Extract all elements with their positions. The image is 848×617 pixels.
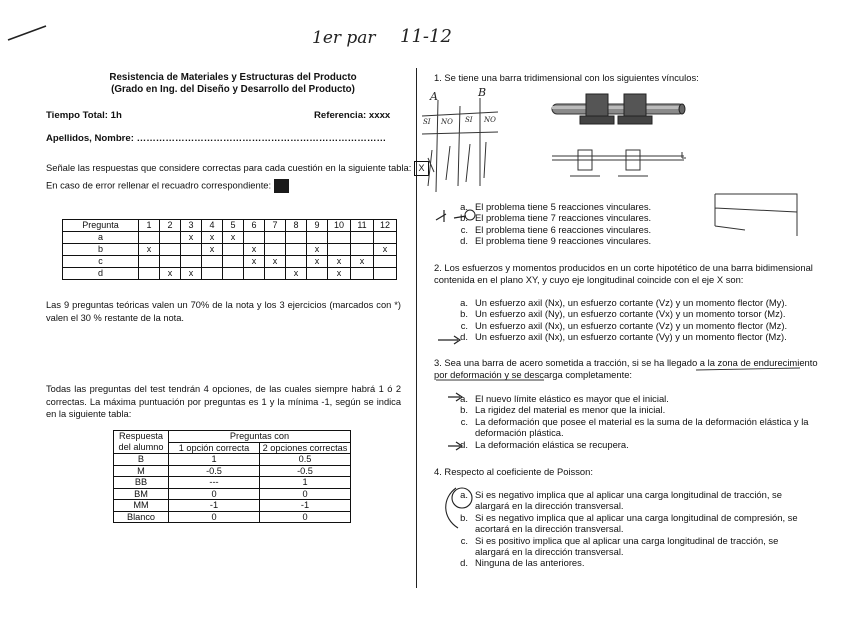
instructions-error-text: En caso de error rellenar el recuadro correspondiente: — [46, 179, 272, 191]
answer-cell[interactable]: x — [307, 244, 328, 256]
q2-option-d-text: Un esfuerzo axil (Nx), un esfuerzo cortante (Vy) y un momento flector (Mz). — [475, 331, 787, 343]
q2-option-a-text: Un esfuerzo axil (Nx), un esfuerzo cortante (Vz) y un momento flector (My). — [475, 297, 788, 308]
answer-cell[interactable]: x — [307, 256, 328, 268]
q4-option-a-text — [475, 489, 782, 512]
answer-cell[interactable] — [139, 268, 160, 280]
q2-option-d-letter: d. — [460, 331, 468, 343]
q3-option-d[interactable] — [450, 439, 809, 450]
handwritten-partial-label: 1er par — [312, 28, 376, 48]
total-time: Tiempo Total: 1h — [46, 110, 122, 121]
q4-option-b[interactable] — [450, 512, 798, 535]
answer-cell[interactable] — [307, 268, 328, 280]
question-3-stem-line1: 3. Sea una barra de acero sometida a tracción, si se ha llegado a la zona de endurecimiento — [434, 357, 818, 368]
answer-cell[interactable] — [139, 256, 160, 268]
q1-option-a-text: El problema tiene 5 reacciones vinculares. — [475, 201, 652, 212]
answer-cell[interactable] — [244, 268, 265, 280]
answer-question-number: 7 — [265, 220, 286, 232]
answer-cell[interactable]: x — [265, 256, 286, 268]
answer-cell[interactable] — [328, 232, 351, 244]
q3-option-c-letter: c. — [460, 415, 468, 427]
sketch-label-no2: NO — [484, 116, 496, 124]
q3-option-c-line2: deformación plástica. — [475, 427, 564, 439]
answer-cell[interactable]: x — [244, 244, 265, 256]
answer-cell[interactable]: x — [328, 256, 351, 268]
q4-option-c-line1: Si es positivo implica que al aplicar una carga longitudinal de tracción, se — [475, 534, 779, 546]
score-table-row — [114, 488, 351, 500]
score-value: 0.5 — [260, 454, 351, 466]
handwritten-underline-q3 — [434, 366, 804, 386]
answer-cell[interactable] — [265, 232, 286, 244]
answer-question-number: 5 — [223, 220, 244, 232]
q3-option-b-letter: b. — [460, 404, 468, 416]
answer-table-row — [63, 268, 397, 280]
q4-option-d[interactable] — [450, 557, 798, 568]
q2-option-b-text: Un esfuerzo axil (Ny), un esfuerzo cortante (Vx) y un momento torsor (Mz). — [475, 308, 786, 320]
q1-option-d-letter: d. — [460, 235, 468, 247]
sketch-label-b: B — [478, 86, 487, 99]
q2-option-d[interactable] — [450, 331, 787, 342]
answer-question-number: 2 — [160, 220, 181, 232]
pen-stroke-mark — [0, 18, 60, 48]
question-2-options — [450, 297, 787, 343]
answer-cell[interactable] — [160, 256, 181, 268]
q3-option-d-letter: d. — [460, 438, 468, 450]
instructions-mark-text: Señale las respuestas que considere correctas para cada cuestión en la siguiente tabla: — [46, 161, 412, 173]
answer-table-row — [63, 244, 397, 256]
answer-question-number: 4 — [202, 220, 223, 232]
answer-option-label: a — [63, 232, 139, 244]
answer-cell[interactable] — [160, 232, 181, 244]
score-group-header: Preguntas con — [169, 431, 351, 443]
answer-cell[interactable]: x — [374, 244, 397, 256]
question-1-options — [450, 201, 651, 247]
score-value: -0.5 — [169, 465, 260, 477]
q1-option-b-text: El problema tiene 7 reacciones vinculares. — [475, 212, 652, 224]
answer-cell[interactable]: x — [244, 256, 265, 268]
q3-option-b[interactable] — [450, 404, 809, 415]
q3-option-d-text: La deformación elástica se recupera. — [475, 438, 629, 450]
answer-option-label: b — [63, 244, 139, 256]
q2-option-a[interactable] — [450, 297, 787, 308]
answer-header-label: Pregunta — [63, 220, 139, 232]
answer-cell[interactable]: x — [202, 244, 223, 256]
score-value: 0 — [260, 488, 351, 500]
score-value: 0 — [260, 511, 351, 523]
question-2-stem-line1: 2. Los esfuerzos y momentos producidos en un corte hipotético de una barra bidimensional — [434, 262, 813, 273]
answer-cell[interactable] — [351, 232, 374, 244]
q1-option-c[interactable] — [450, 224, 651, 235]
q2-option-a-letter: a. — [460, 297, 468, 308]
weights-paragraph: Las 9 preguntas teóricas valen un 70% de la nota y los 3 ejercicios (marcados con *) valen el 30 % restante de la nota. — [46, 300, 401, 323]
answer-cell[interactable] — [223, 268, 244, 280]
score-sub-header-2: 2 opciones correctas — [260, 442, 351, 454]
question-1-stem: 1. Se tiene una barra tridimensional con los siguientes vínculos: — [434, 72, 699, 83]
question-4-options — [450, 489, 798, 569]
question-3-stem-line2: por deformación y se descarga completamente: — [434, 369, 633, 380]
answer-cell[interactable]: x — [181, 268, 202, 280]
score-answer-type: B — [114, 454, 169, 466]
q4-option-b-line2: acortará en la dirección transversal. — [475, 523, 624, 535]
q4-option-a-line2: alargará en la dirección transversal. — [475, 500, 624, 512]
handwritten-arrow-q1b — [432, 206, 478, 226]
score-table-row — [114, 465, 351, 477]
question-3-options — [450, 393, 809, 450]
q4-option-c-letter: c. — [460, 534, 468, 546]
q1-option-c-text: El problema tiene 6 reacciones vinculares. — [475, 223, 652, 235]
answer-cell[interactable] — [202, 268, 223, 280]
answer-table-row — [63, 232, 397, 244]
answer-table-header — [63, 220, 397, 232]
answer-cell[interactable] — [351, 244, 374, 256]
q1-option-d[interactable] — [450, 235, 651, 246]
answer-question-number: 9 — [307, 220, 328, 232]
q4-option-a-letter: a. — [460, 489, 468, 500]
answer-cell[interactable] — [374, 268, 397, 280]
q2-option-b[interactable] — [450, 308, 787, 319]
answer-cell[interactable] — [374, 256, 397, 268]
score-answer-type: MM — [114, 500, 169, 512]
q3-option-b-text: La rigidez del material es menor que la inicial. — [475, 404, 666, 416]
answer-question-number: 3 — [181, 220, 202, 232]
answer-cell[interactable] — [223, 244, 244, 256]
answer-cell[interactable] — [286, 256, 307, 268]
q1-option-a-letter: a. — [460, 201, 468, 212]
answer-cell[interactable]: x — [160, 268, 181, 280]
answer-cell[interactable] — [160, 244, 181, 256]
answer-cell[interactable] — [202, 256, 223, 268]
answer-cell[interactable] — [181, 244, 202, 256]
answer-cell[interactable] — [244, 232, 265, 244]
score-col1-header: Respuesta — [114, 431, 169, 443]
course-title — [88, 72, 378, 96]
answer-cell[interactable] — [328, 244, 351, 256]
answer-question-number: 10 — [328, 220, 351, 232]
q1-option-b-letter: b. — [460, 212, 468, 224]
name-field-label[interactable]: Apellidos, Nombre: …………………………………………………………………… — [46, 133, 387, 144]
answer-cell[interactable] — [223, 256, 244, 268]
score-table-row — [114, 511, 351, 523]
answer-cell[interactable] — [286, 232, 307, 244]
answer-question-number: 6 — [244, 220, 265, 232]
scoring-paragraph: Todas las preguntas del test tendrán 4 opciones, de las cuales siempre habrá 1 ó 2 correctas. La máxima puntuación por preguntas es 1 y la mínima -1, según se indica en la siguiente tabla: — [46, 384, 401, 419]
q4-option-d-text: Ninguna de las anteriores. — [475, 557, 585, 569]
answer-cell[interactable]: x — [286, 268, 307, 280]
question-2-stem-line2: contenida en el plano XY, y cuyo eje longitudinal coincide con el eje X son: — [434, 274, 744, 285]
q3-option-c[interactable] — [450, 416, 809, 439]
q3-option-a-letter: a. — [460, 393, 468, 404]
reference: Referencia: xxxx — [314, 110, 391, 121]
score-sub-header-1: 1 opción correcta — [169, 442, 260, 454]
q3-option-c-line1: La deformación que posee el material es la suma de la deformación elástica y la — [475, 415, 809, 427]
answer-cell[interactable] — [374, 232, 397, 244]
score-answer-type: BM — [114, 488, 169, 500]
handwritten-arrow-q2d — [436, 334, 466, 346]
score-value: --- — [169, 477, 260, 489]
score-value: -0.5 — [260, 465, 351, 477]
q2-option-c-text: Un esfuerzo axil (Nx), un esfuerzo cortante (Vz) y un momento flector (Mz). — [475, 319, 788, 331]
handwritten-box-sketch — [705, 186, 805, 256]
answer-cell[interactable] — [307, 232, 328, 244]
answer-question-number: 8 — [286, 220, 307, 232]
score-answer-type: BB — [114, 477, 169, 489]
answer-cell[interactable] — [286, 244, 307, 256]
q3-option-a-text: El nuevo límite elástico es mayor que el inicial. — [475, 393, 669, 404]
answer-cell[interactable] — [265, 244, 286, 256]
course-title-line1: Resistencia de Materiales y Estructuras del Producto — [109, 72, 357, 83]
answer-cell[interactable]: x — [223, 232, 244, 244]
score-value: 1 — [169, 454, 260, 466]
q1-option-c-letter: c. — [460, 223, 468, 235]
answer-cell[interactable] — [351, 268, 374, 280]
answer-cell[interactable]: x — [181, 232, 202, 244]
answer-cell[interactable] — [265, 268, 286, 280]
answer-table-row — [63, 256, 397, 268]
answer-option-label: d — [63, 268, 139, 280]
q4-option-a-line1: Si es negativo implica que al aplicar una carga longitudinal de tracción, se — [475, 489, 782, 500]
instructions-error — [46, 179, 289, 193]
q1-option-a[interactable] — [450, 201, 651, 212]
score-table-row — [114, 477, 351, 489]
sketch-label-si: SI — [423, 118, 431, 126]
q4-option-c-text — [475, 535, 778, 558]
handwritten-brace-q4 — [440, 484, 476, 534]
q1-option-b[interactable] — [450, 212, 651, 223]
score-answer-type: Blanco — [114, 511, 169, 523]
side-view-schematic — [548, 144, 698, 184]
q1-option-d-text: El problema tiene 9 reacciones vinculares. — [475, 235, 652, 247]
score-table — [113, 430, 351, 523]
q2-option-c-letter: c. — [460, 319, 468, 331]
answer-question-number: 1 — [139, 220, 160, 232]
score-value: -1 — [169, 500, 260, 512]
score-table-row — [114, 500, 351, 512]
course-title-line2: (Grado en Ing. del Diseño y Desarrollo del Producto) — [111, 84, 355, 95]
handwritten-arrows-q3 — [446, 392, 470, 454]
sketch-label-no: NO — [441, 118, 453, 126]
q4-option-d-letter: d. — [460, 557, 468, 569]
bar-with-bearings-illustration — [548, 84, 688, 144]
q4-option-c[interactable] — [450, 535, 798, 558]
answer-question-number: 11 — [351, 220, 374, 232]
q3-option-a[interactable] — [450, 393, 809, 404]
answer-table — [62, 219, 397, 280]
answer-cell[interactable] — [181, 256, 202, 268]
column-divider — [416, 68, 417, 588]
score-col1-header-2: del alumno — [114, 442, 169, 454]
q4-option-a[interactable] — [450, 489, 798, 512]
score-value: 1 — [260, 477, 351, 489]
q3-option-c-text — [475, 416, 809, 439]
q4-option-c-line2: alargará en la dirección transversal. — [475, 546, 624, 558]
q4-option-b-line1: Si es negativo implica que al aplicar una carga longitudinal de compresión, se — [475, 511, 798, 523]
example-x-box: X — [414, 161, 429, 176]
score-value: -1 — [260, 500, 351, 512]
q2-option-b-letter: b. — [460, 308, 468, 320]
question-4-stem: 4. Respecto al coeficiente de Poisson: — [434, 466, 593, 477]
score-table-row — [114, 454, 351, 466]
answer-cell[interactable]: x — [202, 232, 223, 244]
q4-option-b-letter: b. — [460, 511, 468, 523]
score-value: 0 — [169, 488, 260, 500]
handwritten-year-label: 11-12 — [400, 26, 452, 47]
sketch-label-si2: SI — [465, 116, 473, 124]
answer-cell[interactable] — [139, 232, 160, 244]
sketch-label-a: A — [430, 90, 438, 103]
instructions-mark — [46, 161, 429, 176]
answer-question-number: 12 — [374, 220, 397, 232]
q2-option-c[interactable] — [450, 320, 787, 331]
answer-cell[interactable]: x — [139, 244, 160, 256]
question-2-stem — [434, 262, 813, 286]
score-value: 0 — [169, 511, 260, 523]
filled-box-example — [274, 179, 289, 193]
answer-option-label: c — [63, 256, 139, 268]
answer-cell[interactable]: x — [328, 268, 351, 280]
score-answer-type: M — [114, 465, 169, 477]
answer-cell[interactable]: x — [351, 256, 374, 268]
q4-option-b-text — [475, 512, 798, 535]
